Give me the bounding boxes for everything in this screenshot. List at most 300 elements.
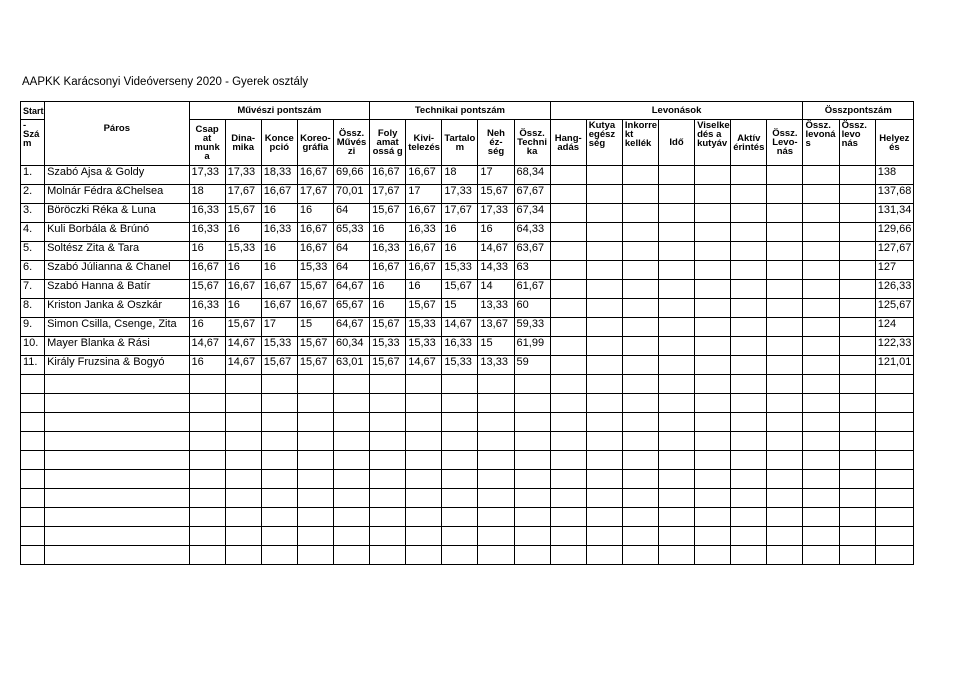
empty-cell	[370, 469, 406, 488]
empty-cell	[297, 488, 333, 507]
score-cell: 17,67	[225, 184, 261, 203]
score-cell: 15	[442, 298, 478, 317]
empty-cell	[514, 450, 550, 469]
col-paros: Páros	[45, 120, 189, 166]
column-header-row	[21, 120, 914, 166]
score-cell: 16	[189, 317, 225, 336]
empty-cell	[189, 526, 225, 545]
score-cell: 15,67	[297, 355, 333, 374]
empty-cell	[622, 165, 658, 184]
score-cell: 17,67	[442, 203, 478, 222]
empty-cell	[803, 165, 839, 184]
empty-cell	[550, 412, 586, 431]
score-cell: 68,34	[514, 165, 550, 184]
score-cell: 16	[225, 222, 261, 241]
score-cell: 17	[261, 317, 297, 336]
empty-cell	[370, 431, 406, 450]
score-cell: 16,67	[297, 298, 333, 317]
empty-cell	[21, 412, 45, 431]
table-row	[21, 279, 914, 298]
empty-cell	[839, 393, 875, 412]
empty-cell	[731, 222, 767, 241]
score-cell: 14,67	[442, 317, 478, 336]
score-cell: 17,67	[370, 184, 406, 203]
empty-cell	[839, 336, 875, 355]
empty-cell	[658, 393, 694, 412]
empty-cell	[478, 374, 514, 393]
empty-cell	[767, 241, 803, 260]
empty-cell	[370, 412, 406, 431]
empty-cell	[658, 488, 694, 507]
empty-cell	[839, 184, 875, 203]
score-cell: 65,33	[333, 222, 369, 241]
empty-cell	[839, 507, 875, 526]
empty-cell	[839, 260, 875, 279]
empty-cell	[225, 545, 261, 564]
pair-name: Böröczki Réka & Luna	[45, 203, 189, 222]
table-row	[21, 298, 914, 317]
empty-row	[21, 393, 914, 412]
empty-cell	[550, 488, 586, 507]
empty-cell	[875, 507, 913, 526]
empty-cell	[695, 545, 731, 564]
empty-cell	[839, 241, 875, 260]
empty-cell	[658, 431, 694, 450]
empty-cell	[767, 450, 803, 469]
score-cell: 15,67	[442, 279, 478, 298]
empty-cell	[333, 545, 369, 564]
empty-cell	[622, 222, 658, 241]
empty-cell	[875, 393, 913, 412]
empty-cell	[622, 488, 658, 507]
empty-cell	[333, 412, 369, 431]
score-cell: 16,67	[406, 260, 442, 279]
empty-cell	[478, 450, 514, 469]
empty-cell	[731, 165, 767, 184]
empty-cell	[514, 393, 550, 412]
total-score: 127	[875, 260, 913, 279]
score-cell: 16,33	[189, 298, 225, 317]
score-cell: 16,33	[442, 336, 478, 355]
empty-cell	[803, 241, 839, 260]
empty-cell	[333, 507, 369, 526]
empty-cell	[731, 184, 767, 203]
score-cell: 64	[333, 241, 369, 260]
empty-cell	[333, 450, 369, 469]
score-cell: 63,01	[333, 355, 369, 374]
empty-cell	[839, 412, 875, 431]
score-cell: 15,67	[297, 279, 333, 298]
score-cell: 64	[333, 260, 369, 279]
empty-cell	[803, 317, 839, 336]
empty-cell	[370, 526, 406, 545]
empty-cell	[189, 488, 225, 507]
empty-cell	[731, 488, 767, 507]
table-row	[21, 317, 914, 336]
empty-cell	[586, 355, 622, 374]
total-score: 126,33	[875, 279, 913, 298]
empty-cell	[622, 507, 658, 526]
empty-cell	[189, 507, 225, 526]
empty-cell	[839, 298, 875, 317]
pair-name: Mayer Blanka & Rási	[45, 336, 189, 355]
empty-cell	[442, 507, 478, 526]
empty-cell	[767, 431, 803, 450]
empty-cell	[478, 431, 514, 450]
empty-cell	[586, 526, 622, 545]
col-csapatmunka: Csap at munk a	[189, 120, 225, 166]
score-cell: 17,67	[297, 184, 333, 203]
row-number: 11.	[21, 355, 45, 374]
empty-cell	[550, 184, 586, 203]
empty-cell	[21, 374, 45, 393]
empty-cell	[586, 260, 622, 279]
score-cell: 17	[406, 184, 442, 203]
empty-cell	[658, 336, 694, 355]
score-cell: 15,67	[189, 279, 225, 298]
empty-cell	[803, 450, 839, 469]
empty-cell	[261, 545, 297, 564]
score-cell: 61,67	[514, 279, 550, 298]
empty-cell	[297, 393, 333, 412]
empty-cell	[586, 431, 622, 450]
empty-cell	[658, 374, 694, 393]
row-number: 6.	[21, 260, 45, 279]
table-row	[21, 355, 914, 374]
empty-cell	[731, 279, 767, 298]
empty-cell	[514, 545, 550, 564]
empty-cell	[875, 469, 913, 488]
empty-cell	[731, 241, 767, 260]
empty-cell	[586, 450, 622, 469]
empty-cell	[514, 526, 550, 545]
empty-cell	[658, 317, 694, 336]
row-number: 2.	[21, 184, 45, 203]
empty-cell	[45, 393, 189, 412]
pair-name: Kuli Borbála & Brúnó	[45, 222, 189, 241]
score-cell: 16	[370, 279, 406, 298]
score-cell: 15,33	[297, 260, 333, 279]
empty-cell	[225, 412, 261, 431]
empty-cell	[695, 393, 731, 412]
score-cell: 16,67	[406, 203, 442, 222]
empty-cell	[803, 507, 839, 526]
score-cell: 64,67	[333, 279, 369, 298]
empty-cell	[875, 526, 913, 545]
empty-cell	[442, 469, 478, 488]
empty-cell	[767, 222, 803, 241]
empty-cell	[550, 222, 586, 241]
empty-cell	[695, 507, 731, 526]
score-cell: 15,33	[406, 336, 442, 355]
score-cell: 16,67	[370, 165, 406, 184]
empty-cell	[658, 184, 694, 203]
empty-cell	[767, 393, 803, 412]
col-koncepcio: Konce pció	[261, 120, 297, 166]
empty-cell	[586, 469, 622, 488]
empty-cell	[695, 222, 731, 241]
empty-cell	[370, 488, 406, 507]
empty-cell	[189, 374, 225, 393]
empty-cell	[333, 488, 369, 507]
empty-cell	[261, 507, 297, 526]
empty-cell	[803, 393, 839, 412]
table-row	[21, 336, 914, 355]
empty-cell	[767, 279, 803, 298]
empty-cell	[370, 545, 406, 564]
score-cell: 59,33	[514, 317, 550, 336]
empty-cell	[21, 431, 45, 450]
empty-cell	[21, 488, 45, 507]
pair-name: Molnár Fédra &Chelsea	[45, 184, 189, 203]
empty-cell	[550, 241, 586, 260]
empty-cell	[21, 393, 45, 412]
score-cell: 17,33	[225, 165, 261, 184]
score-cell: 16	[442, 241, 478, 260]
empty-cell	[622, 355, 658, 374]
empty-cell	[514, 431, 550, 450]
empty-cell	[803, 355, 839, 374]
empty-cell	[839, 279, 875, 298]
empty-cell	[731, 355, 767, 374]
col-aktiv-erintes: Aktív érintés	[731, 120, 767, 166]
table-row	[21, 165, 914, 184]
empty-cell	[622, 241, 658, 260]
empty-cell	[695, 336, 731, 355]
score-cell: 14	[478, 279, 514, 298]
empty-cell	[45, 545, 189, 564]
empty-cell	[586, 374, 622, 393]
score-cell: 16,33	[370, 241, 406, 260]
empty-cell	[297, 374, 333, 393]
score-cell: 16,33	[406, 222, 442, 241]
empty-cell	[45, 450, 189, 469]
empty-cell	[442, 545, 478, 564]
empty-cell	[695, 260, 731, 279]
empty-cell	[731, 336, 767, 355]
empty-cell	[731, 317, 767, 336]
empty-cell	[695, 526, 731, 545]
empty-cell	[586, 184, 622, 203]
empty-cell	[261, 374, 297, 393]
score-cell: 16,33	[261, 222, 297, 241]
empty-cell	[21, 450, 45, 469]
score-cell: 17,33	[442, 184, 478, 203]
empty-cell	[839, 355, 875, 374]
score-cell: 16	[261, 203, 297, 222]
header-technikai: Technikai pontszám	[370, 102, 551, 120]
empty-cell	[622, 412, 658, 431]
empty-cell	[658, 545, 694, 564]
empty-cell	[658, 279, 694, 298]
empty-cell	[550, 336, 586, 355]
score-cell: 64,33	[514, 222, 550, 241]
empty-cell	[731, 469, 767, 488]
empty-cell	[189, 450, 225, 469]
score-cell: 67,34	[514, 203, 550, 222]
empty-cell	[839, 374, 875, 393]
empty-row	[21, 488, 914, 507]
score-cell: 16,67	[261, 184, 297, 203]
score-cell: 15	[297, 317, 333, 336]
col-ossz-levonas-utan: Össz. levo nás	[839, 120, 875, 166]
empty-cell	[550, 393, 586, 412]
row-number: 8.	[21, 298, 45, 317]
empty-cell	[658, 526, 694, 545]
empty-cell	[695, 431, 731, 450]
score-cell: 14,67	[478, 241, 514, 260]
empty-cell	[442, 393, 478, 412]
col-helyezes: Helyez és	[875, 120, 913, 166]
score-cell: 69,66	[333, 165, 369, 184]
empty-cell	[767, 355, 803, 374]
score-cell: 16	[406, 279, 442, 298]
table-row	[21, 222, 914, 241]
empty-cell	[875, 545, 913, 564]
row-number: 5.	[21, 241, 45, 260]
score-cell: 16,67	[297, 241, 333, 260]
empty-cell	[803, 298, 839, 317]
empty-cell	[225, 374, 261, 393]
empty-cell	[875, 431, 913, 450]
header-pair-blank	[45, 102, 189, 120]
empty-cell	[622, 203, 658, 222]
score-cell: 15,67	[261, 355, 297, 374]
empty-cell	[21, 469, 45, 488]
total-score: 129,66	[875, 222, 913, 241]
empty-cell	[406, 545, 442, 564]
empty-cell	[297, 450, 333, 469]
score-cell: 67,67	[514, 184, 550, 203]
pair-name: Szabó Hanna & Batír	[45, 279, 189, 298]
score-cell: 16,67	[297, 165, 333, 184]
score-cell: 15,33	[406, 317, 442, 336]
empty-row	[21, 545, 914, 564]
empty-cell	[550, 431, 586, 450]
score-cell: 16,67	[297, 222, 333, 241]
total-score: 131,34	[875, 203, 913, 222]
empty-cell	[586, 393, 622, 412]
table-row	[21, 260, 914, 279]
empty-cell	[189, 431, 225, 450]
empty-cell	[839, 526, 875, 545]
empty-cell	[225, 488, 261, 507]
score-cell: 16	[225, 260, 261, 279]
score-cell: 13,33	[478, 355, 514, 374]
empty-cell	[839, 450, 875, 469]
score-cell: 16,67	[406, 241, 442, 260]
total-score: 121,01	[875, 355, 913, 374]
empty-cell	[370, 393, 406, 412]
empty-cell	[45, 412, 189, 431]
empty-cell	[767, 260, 803, 279]
empty-cell	[406, 507, 442, 526]
empty-cell	[622, 526, 658, 545]
empty-cell	[622, 431, 658, 450]
empty-cell	[658, 241, 694, 260]
score-cell: 15,33	[442, 260, 478, 279]
empty-cell	[803, 260, 839, 279]
empty-cell	[839, 545, 875, 564]
empty-cell	[45, 431, 189, 450]
empty-cell	[767, 317, 803, 336]
score-cell: 15,67	[297, 336, 333, 355]
empty-cell	[45, 488, 189, 507]
empty-cell	[767, 298, 803, 317]
score-cell: 14,67	[406, 355, 442, 374]
score-cell: 63	[514, 260, 550, 279]
empty-row	[21, 469, 914, 488]
col-koreografia: Koreo- gráfia	[297, 120, 333, 166]
empty-cell	[550, 450, 586, 469]
empty-cell	[767, 412, 803, 431]
empty-cell	[803, 412, 839, 431]
empty-cell	[333, 374, 369, 393]
empty-cell	[406, 488, 442, 507]
empty-cell	[695, 184, 731, 203]
empty-cell	[731, 298, 767, 317]
empty-cell	[442, 488, 478, 507]
pair-name: Szabó Júlianna & Chanel	[45, 260, 189, 279]
empty-cell	[622, 450, 658, 469]
empty-cell	[478, 545, 514, 564]
empty-cell	[550, 260, 586, 279]
empty-cell	[803, 488, 839, 507]
col-start-number: - Szá m	[21, 120, 45, 166]
empty-cell	[406, 431, 442, 450]
empty-cell	[550, 317, 586, 336]
empty-cell	[695, 450, 731, 469]
empty-cell	[803, 279, 839, 298]
empty-cell	[658, 355, 694, 374]
row-number: 1.	[21, 165, 45, 184]
score-cell: 16	[189, 241, 225, 260]
col-inkorrekt-kellek: Inkorre kt kellék	[622, 120, 658, 166]
empty-cell	[839, 203, 875, 222]
empty-cell	[586, 488, 622, 507]
empty-cell	[695, 488, 731, 507]
empty-cell	[731, 526, 767, 545]
empty-cell	[839, 469, 875, 488]
score-cell: 16	[370, 222, 406, 241]
empty-cell	[297, 526, 333, 545]
empty-cell	[514, 488, 550, 507]
empty-cell	[658, 203, 694, 222]
empty-cell	[550, 298, 586, 317]
empty-cell	[45, 507, 189, 526]
empty-cell	[622, 393, 658, 412]
empty-cell	[261, 526, 297, 545]
score-cell: 16	[225, 298, 261, 317]
empty-cell	[622, 279, 658, 298]
empty-cell	[767, 507, 803, 526]
score-cell: 18	[442, 165, 478, 184]
score-cell: 14,67	[225, 355, 261, 374]
empty-cell	[261, 450, 297, 469]
score-cell: 60,34	[333, 336, 369, 355]
score-cell: 16,67	[261, 279, 297, 298]
empty-cell	[803, 469, 839, 488]
empty-cell	[622, 298, 658, 317]
empty-cell	[875, 450, 913, 469]
pair-name: Király Fruzsina & Bogyó	[45, 355, 189, 374]
empty-cell	[406, 393, 442, 412]
empty-cell	[333, 469, 369, 488]
empty-cell	[586, 507, 622, 526]
score-cell: 15,67	[478, 184, 514, 203]
empty-cell	[622, 336, 658, 355]
score-cell: 14,67	[189, 336, 225, 355]
